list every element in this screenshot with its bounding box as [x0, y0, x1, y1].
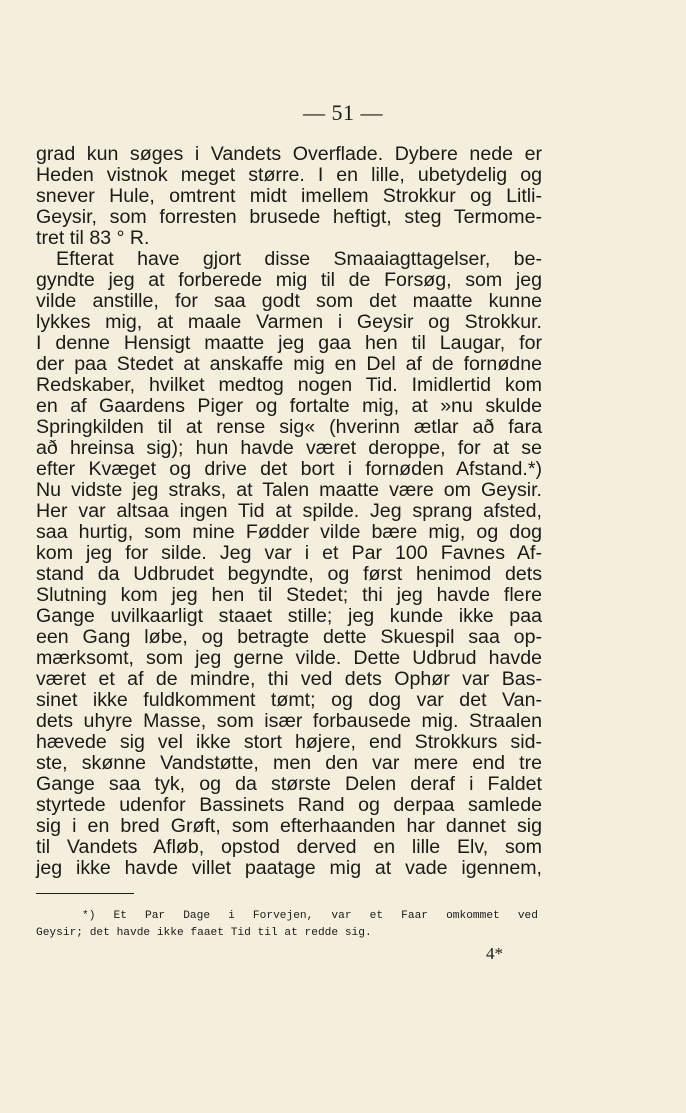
text-line: Gange uvilkaarligt staaet stille; jeg kunde ikke paa [36, 605, 542, 627]
text-line: været et af de mindre, thi ved dets Ophør var Bas- [36, 668, 542, 690]
signature-mark: 4* [486, 944, 503, 963]
text-line: Efterat have gjort disse Smaaiagttagelser, be- [56, 248, 542, 270]
footnote-line: Geysir; det havde ikke faaet Tid til at redde sig. [36, 927, 372, 939]
text-line: sig i en bred Grøft, som efterhaanden har dannet sig [36, 815, 542, 837]
text-line: gyndte jeg at forberede mig til de Forsøg, som jeg [36, 269, 542, 291]
text-line: dets uhyre Masse, som især forbausede mig. Straalen [36, 710, 542, 732]
footnote-divider [36, 893, 134, 894]
footnote-line: *) Et Par Dage i Forvejen, var et Faar omkommet ved [82, 910, 538, 922]
text-line: grad kun søges i Vandets Overflade. Dybere nede er [36, 143, 542, 165]
text-line: kom jeg for silde. Jeg var i et Par 100 Favnes Af- [36, 542, 542, 564]
page-number: — 51 — [303, 100, 383, 125]
text-line: Gange saa tyk, og da største Delen deraf i Faldet [36, 773, 542, 795]
text-line: Geysir, som forresten brusede heftigt, steg Termome- [36, 206, 542, 228]
text-line: sinet ikke fuldkomment tømt; og dog var det Van- [36, 689, 542, 711]
text-line: Slutning kom jeg hen til Stedet; thi jeg havde flere [36, 584, 542, 606]
text-line: Springkilden til at rense sig« (hverinn ætlar að fara [36, 416, 542, 438]
text-line: I denne Hensigt maatte jeg gaa hen til Laugar, for [36, 332, 542, 354]
text-line: að hreinsa sig); hun havde været deroppe, for at se [36, 437, 542, 459]
text-line: en af Gaardens Piger og fortalte mig, at »nu skulde [36, 395, 542, 417]
text-line: lykkes mig, at maale Varmen i Geysir og Strokkur. [36, 311, 542, 333]
footnote [36, 908, 538, 942]
text-line: der paa Stedet at anskaffe mig en Del af de fornødne [36, 353, 542, 375]
text-line: saa hurtig, som mine Fødder vilde bære mig, og dog [36, 521, 542, 543]
text-line: stand da Udbrudet begyndte, og først henimod dets [36, 563, 542, 585]
text-line: Redskaber, hvilket medtog nogen Tid. Imidlertid kom [36, 374, 542, 396]
text-line: til Vandets Afløb, opstod derved en lille Elv, som [36, 836, 542, 858]
text-line: efter Kvæget og drive det bort i fornøden Afstand.*) [36, 458, 542, 480]
text-line: styrtede udenfor Bassinets Rand og derpaa samlede [36, 794, 542, 816]
text-line: hævede sig vel ikke stort højere, end Strokkurs sid- [36, 731, 542, 753]
text-line: mærksomt, som jeg gerne vilde. Dette Udbrud havde [36, 647, 542, 669]
text-line: jeg ikke havde villet paatage mig at vade igennem, [36, 857, 542, 879]
text-line: ste, skønne Vandstøtte, men den var mere end tre [36, 752, 542, 774]
text-line: een Gang løbe, og betragte dette Skuespil saa op- [36, 626, 542, 648]
body-text [36, 144, 542, 879]
text-line: Her var altsaa ingen Tid at spilde. Jeg sprang afsted, [36, 500, 542, 522]
text-line: Nu vidste jeg straks, at Talen maatte være om Geysir. [36, 479, 542, 501]
text-line: vilde anstille, for saa godt som det maatte kunne [36, 290, 542, 312]
text-line: tret til 83 ° R. [36, 227, 150, 249]
text-line: snever Hule, omtrent midt imellem Strokkur og Litli- [36, 185, 542, 207]
text-line: Heden vistnok meget større. I en lille, ubetydelig og [36, 164, 542, 186]
